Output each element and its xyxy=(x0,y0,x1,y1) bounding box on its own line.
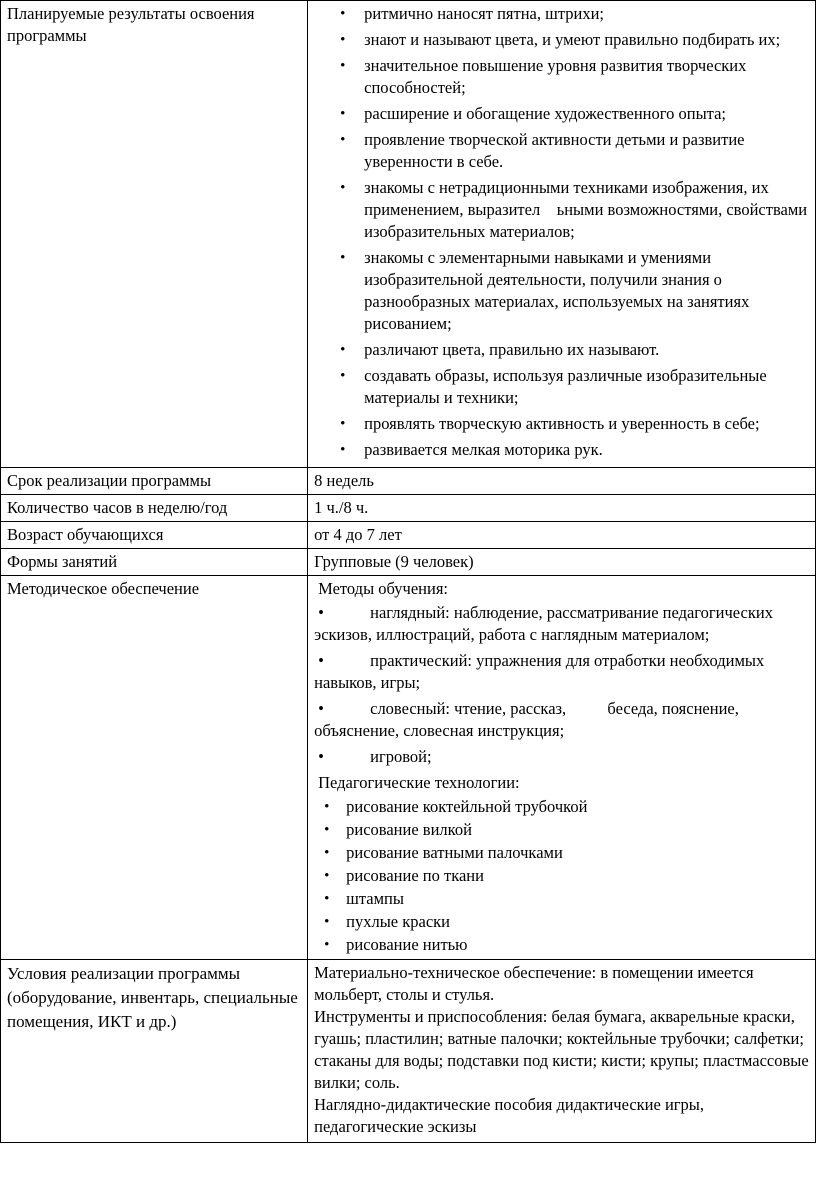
list-item: • практический: упражнения для отработки необходимых навыков, игры; xyxy=(314,651,765,692)
conditions-equipment: Материально-техническое обеспечение: в помещении имеется мольберт, столы и стулья. xyxy=(314,963,754,1004)
row-label: Планируемые результаты освоения программы xyxy=(1,1,308,468)
list-item: • словесный: чтение, рассказ, беседа, пояснение, объяснение, словесная инструкция; xyxy=(314,699,743,740)
list-item: • знают и называют цвета, и умеют правильно подбирать их; xyxy=(364,29,809,51)
list-item: • рисование ватными палочками xyxy=(346,842,809,864)
list-item: • проявление творческой активности детьми и развитие уверенности в себе. xyxy=(364,129,809,173)
list-item: • знакомы с элементарными навыками и умениями изобразительной деятельности, получили знания о разнообразных материалах, используемых на занятиях рисованием; xyxy=(364,247,809,335)
row-value: 1 ч./8 ч. xyxy=(308,495,816,522)
list-item: • игровой; xyxy=(314,746,809,768)
row-forms xyxy=(1,549,816,576)
list-item: • развивается мелкая моторика рук. xyxy=(364,439,809,461)
row-value xyxy=(308,960,816,1143)
row-label: Условия реализации программы (оборудование, инвентарь, специальные помещения, ИКТ и др.) xyxy=(1,960,308,1143)
row-term xyxy=(1,468,816,495)
list-item: • пухлые краски xyxy=(346,911,809,933)
row-age xyxy=(1,522,816,549)
row-label: Возраст обучающихся xyxy=(1,522,308,549)
bullet-icon: • xyxy=(318,699,324,718)
list-item: • штампы xyxy=(346,888,809,910)
row-label: Методическое обеспечение xyxy=(1,576,308,960)
bullet-icon: • xyxy=(318,651,324,670)
list-item: • различают цвета, правильно их называют. xyxy=(364,339,809,361)
row-results xyxy=(1,1,816,468)
conditions-tools: Инструменты и приспособления: белая бумага, акварельные краски, гуашь; пластилин; ватные палочки; коктейльные трубочки; салфетки; стаканы для воды; подставки под кисти; кисти; крупы; пластмассовые вилки; соль. xyxy=(314,1007,809,1092)
row-value xyxy=(308,576,816,960)
bullet-icon: • xyxy=(318,747,324,766)
conditions-didactic: Наглядно-дидактические пособия дидактические игры, педагогические эскизы xyxy=(314,1095,705,1136)
methods-list xyxy=(314,602,809,768)
row-hours xyxy=(1,495,816,522)
row-conditions xyxy=(1,960,816,1143)
list-item: • рисование коктейльной трубочкой xyxy=(346,796,809,818)
row-value: от 4 до 7 лет xyxy=(308,522,816,549)
list-item: • проявлять творческую активность и уверенность в себе; xyxy=(364,413,809,435)
row-methods xyxy=(1,576,816,960)
row-label: Количество часов в неделю/год xyxy=(1,495,308,522)
list-item: • рисование вилкой xyxy=(346,819,809,841)
tech-list xyxy=(314,796,809,956)
list-item: • ритмично наносят пятна, штрихи; xyxy=(364,3,809,25)
list-item: • рисование по ткани xyxy=(346,865,809,887)
list-item: • знакомы с нетрадиционными техниками изображения, их применением, выразител ьными возможностями, свойствами изобразительных материалов; xyxy=(364,177,809,243)
list-item: • значительное повышение уровня развития творческих способностей; xyxy=(364,55,809,99)
list-item: • создавать образы, используя различные изобразительные материалы и техники; xyxy=(364,365,809,409)
list-item: • рисование нитью xyxy=(346,934,809,956)
row-value xyxy=(308,1,816,468)
tech-title: Педагогические технологии: xyxy=(318,773,520,792)
results-list xyxy=(314,3,812,461)
row-label: Формы занятий xyxy=(1,549,308,576)
bullet-icon: • xyxy=(318,603,324,622)
row-value: Групповые (9 человек) xyxy=(308,549,816,576)
list-item: • расширение и обогащение художественного опыта; xyxy=(364,103,809,125)
row-label: Срок реализации программы xyxy=(1,468,308,495)
row-value: 8 недель xyxy=(308,468,816,495)
methods-title: Методы обучения: xyxy=(318,579,448,598)
list-item: • наглядный: наблюдение, рассматривание педагогических эскизов, иллюстраций, работа с наглядным материалом; xyxy=(314,603,778,644)
